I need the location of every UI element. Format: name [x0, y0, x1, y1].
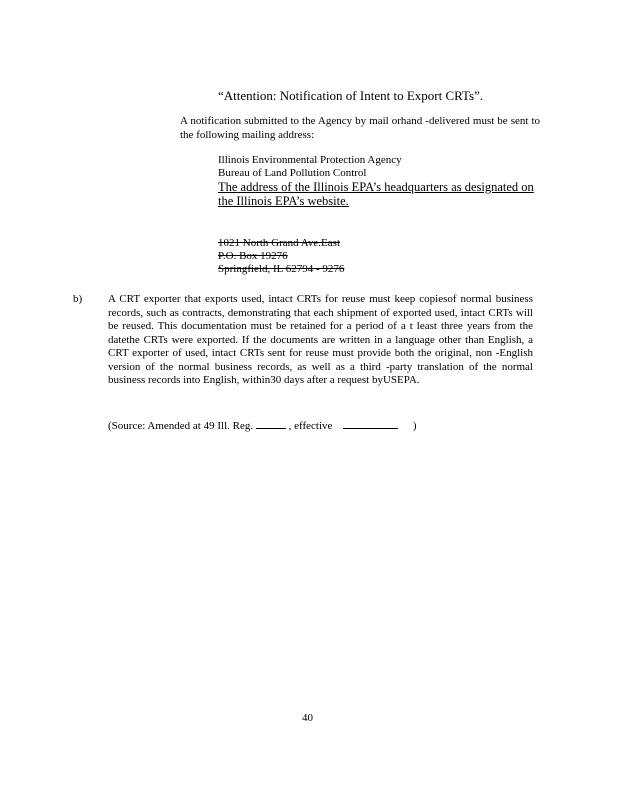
address-struck-pobox: P.O. Box 19276 — [218, 250, 288, 262]
address-line-agency: Illinois Environmental Protection Agency — [218, 154, 402, 166]
notification-heading: “Attention: Notification of Intent to Export CRTs”. — [218, 88, 484, 103]
address-inserted-text: The address of the Illinois EPA’s headquarters as designated on the Illinois EPA’s website. — [218, 180, 534, 208]
source-middle: , effective — [288, 420, 333, 432]
subsection-label: b) — [73, 293, 83, 305]
address-struck-city: Springfield, IL 62794 - 9276 — [218, 263, 345, 275]
notification-paragraph: A notification submitted to the Agency by mail orhand -delivered must be sent to the following mailing address: — [180, 115, 540, 141]
register-blank — [256, 418, 286, 429]
subsection-text: A CRT exporter that exports used, intact CRTs for reuse must keep copiesof normal business records, such as contracts, demonstrating that each shipment of exported used, intact CRTs will be reused. This documentation must be retained for a period of a t least three years from the datethe CRTs were exported. If the documents are written in a language other than English, a CRT exporter of used, intact CRTs sent for reuse must provide both the original, non -English version of the normal business records, as well as a third -party translation of the normal business records into English, within30 days after a request byUSEPA. — [108, 293, 533, 386]
source-note — [108, 418, 417, 432]
effective-date-blank — [343, 418, 398, 429]
source-suffix: ) — [412, 420, 417, 432]
source-prefix: (Source: Amended at 49 Ill. Reg. — [108, 420, 254, 432]
page-number: 40 — [302, 712, 313, 724]
address-line-bureau: Bureau of Land Pollution Control — [218, 167, 367, 179]
address-struck-street: 1021 North Grand Ave.East — [218, 237, 340, 249]
